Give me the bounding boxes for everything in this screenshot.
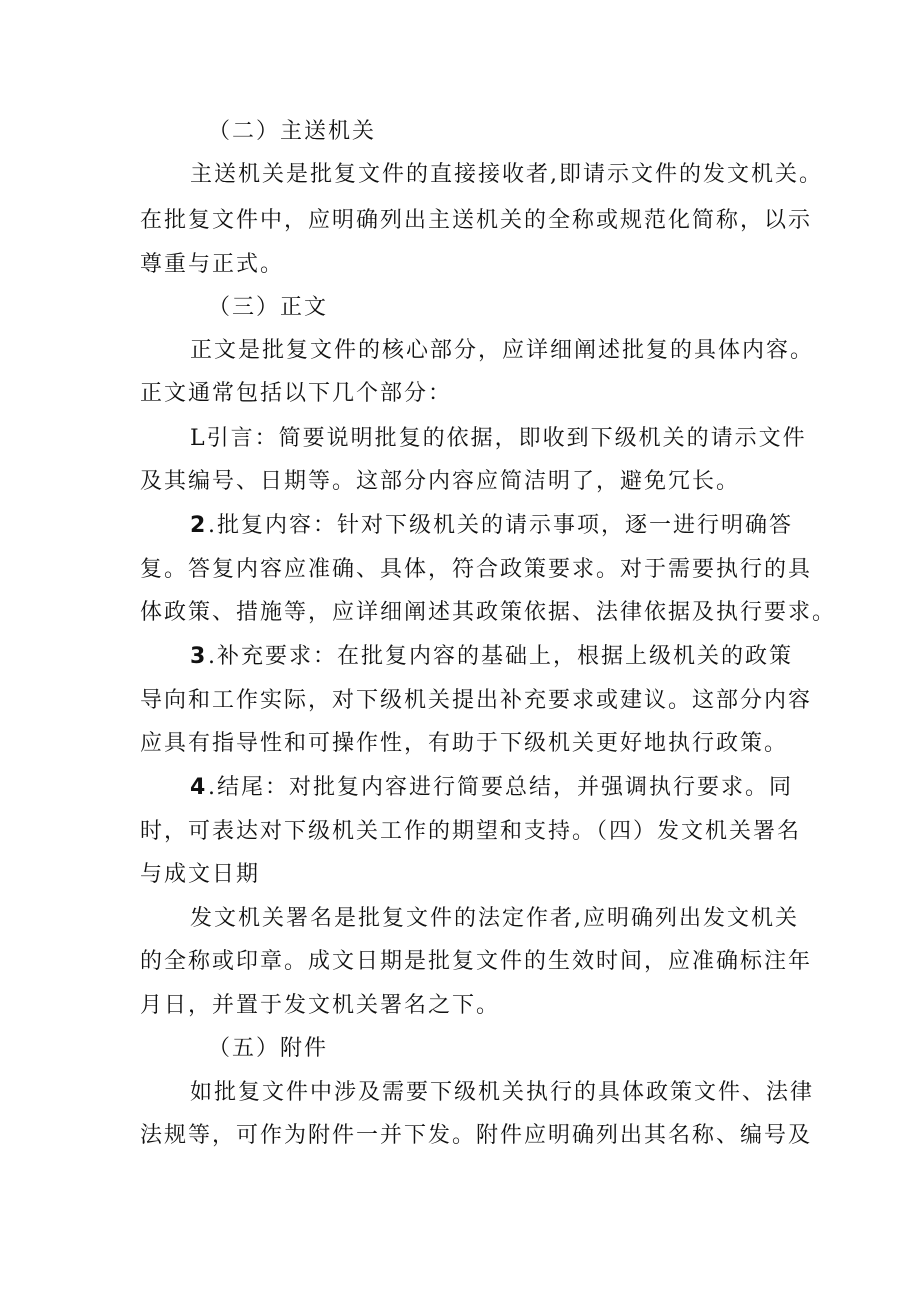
paragraph-line: 导向和工作实际，对下级机关提出补充要求或建议。这部分内容: [140, 688, 813, 713]
paragraph-line: 法规等，可作为附件一并下发。附件应明确列出其名称、编号及: [140, 1123, 813, 1148]
list-item-line: L引言：简要说明批复的依据，即收到下级机关的请示文件: [190, 426, 807, 451]
list-item-number: 2: [190, 513, 208, 538]
list-item-line: .结尾：对批复内容进行简要总结，并强调执行要求。同: [208, 775, 793, 800]
paragraph-line: 主送机关是批复文件的直接接收者,即请示文件的发文机关。: [190, 162, 823, 187]
paragraph-line: 时，可表达对下级机关工作的期望和支持。（四）发文机关署名: [140, 819, 802, 844]
paragraph-line: 尊重与正式。: [140, 252, 285, 277]
section-heading-main-recipient: （二）主送机关: [208, 119, 377, 144]
paragraph-line: 及其编号、日期等。这部分内容应简洁明了，避免冗长。: [140, 469, 741, 494]
paragraph-line: 如批复文件中涉及需要下级机关执行的具体政策文件、法律: [190, 1080, 815, 1105]
paragraph-line: 正文是批复文件的核心部分，应详细阐述批复的具体内容。: [190, 338, 815, 363]
paragraph-line: 正文通常包括以下几个部分：: [140, 381, 453, 406]
list-item-number: 3: [190, 644, 208, 669]
paragraph-line: 应具有指导性和可操作性，有助于下级机关更好地执行政策。: [140, 731, 789, 756]
paragraph-line: 复。答复内容应准确、具体，符合政策要求。对于需要执行的具: [140, 557, 813, 582]
paragraph-line: 在批复文件中，应明确列出主送机关的全称或规范化简称，以示: [140, 208, 813, 233]
section-heading-attachments: （五）附件: [208, 1036, 329, 1061]
paragraph-line: 月日，并置于发文机关署名之下。: [140, 993, 501, 1018]
paragraph-line: 发文机关署名是批复文件的法定作者,应明确列出发文机关: [190, 906, 799, 931]
list-item-number: 4: [190, 775, 208, 800]
section-heading-body-text: （三）正文: [208, 295, 329, 320]
paragraph-line: 与成文日期: [140, 862, 261, 887]
paragraph-line: 体政策、措施等，应详细阐述其政策依据、法律依据及执行要求。: [140, 600, 837, 625]
list-item-line: .批复内容：针对下级机关的请示事项，逐一进行明确答: [208, 513, 793, 538]
list-item-line: .补充要求：在批复内容的基础上，根据上级机关的政策: [208, 644, 793, 669]
paragraph-line: 的全称或印章。成文日期是批复文件的生效时间，应准确标注年: [140, 949, 813, 974]
